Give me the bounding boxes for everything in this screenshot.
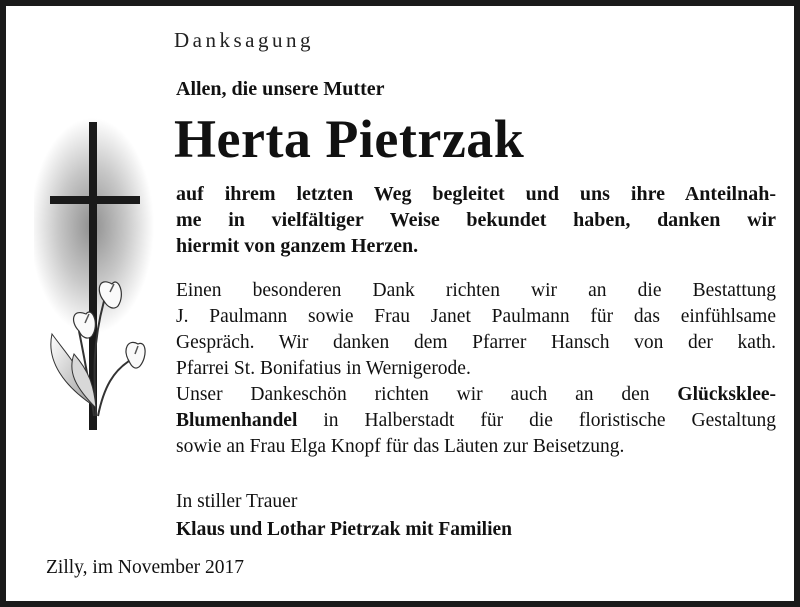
cross-with-calla-lilies-icon	[34, 116, 164, 436]
closing-phrase: In stiller Trauer	[176, 491, 298, 512]
signature: Klaus und Lothar Pietrzak mit Familien	[176, 519, 513, 540]
paragraph-line: J. Paulmann sowie Frau Janet Paulmann für das einfühlsame	[176, 306, 776, 327]
paragraph-text: Unser Dankeschön richten wir auch an den	[176, 384, 678, 405]
deceased-name: Herta Pietrzak	[174, 109, 525, 169]
thanks-line: me in vielfältiger Weise bekundet haben, danken wir	[176, 209, 776, 231]
florist-name-part1: Glücksklee-	[677, 384, 776, 405]
paragraph-line: Pfarrei St. Bonifatius in Wernigerode.	[176, 358, 471, 379]
paragraph-line	[176, 382, 776, 408]
thanks-line: hiermit von ganzem Herzen.	[176, 235, 419, 257]
funeral-thanks-paragraph	[176, 278, 776, 382]
thanks-paragraph	[176, 181, 776, 259]
paragraph-line: Einen besonderen Dank richten wir an die Bestattung	[176, 280, 776, 301]
paragraph-line: Gespräch. Wir danken dem Pfarrer Hansch von der kath.	[176, 332, 776, 353]
intro-line: Allen, die unsere Mutter	[176, 78, 385, 100]
paragraph-text: in Halberstadt für die floristische Gestaltung	[297, 410, 776, 431]
florist-thanks-paragraph	[176, 382, 776, 460]
thanks-line: auf ihrem letzten Weg begleitet und uns ihre Anteilnah-	[176, 183, 776, 205]
paragraph-line: sowie an Frau Elga Knopf für das Läuten zur Beisetzung.	[176, 436, 625, 457]
florist-name-part2: Blumenhandel	[176, 410, 298, 431]
paragraph-line	[176, 408, 776, 434]
notice-heading: Danksagung	[174, 28, 314, 52]
place-date: Zilly, im November 2017	[46, 557, 245, 578]
